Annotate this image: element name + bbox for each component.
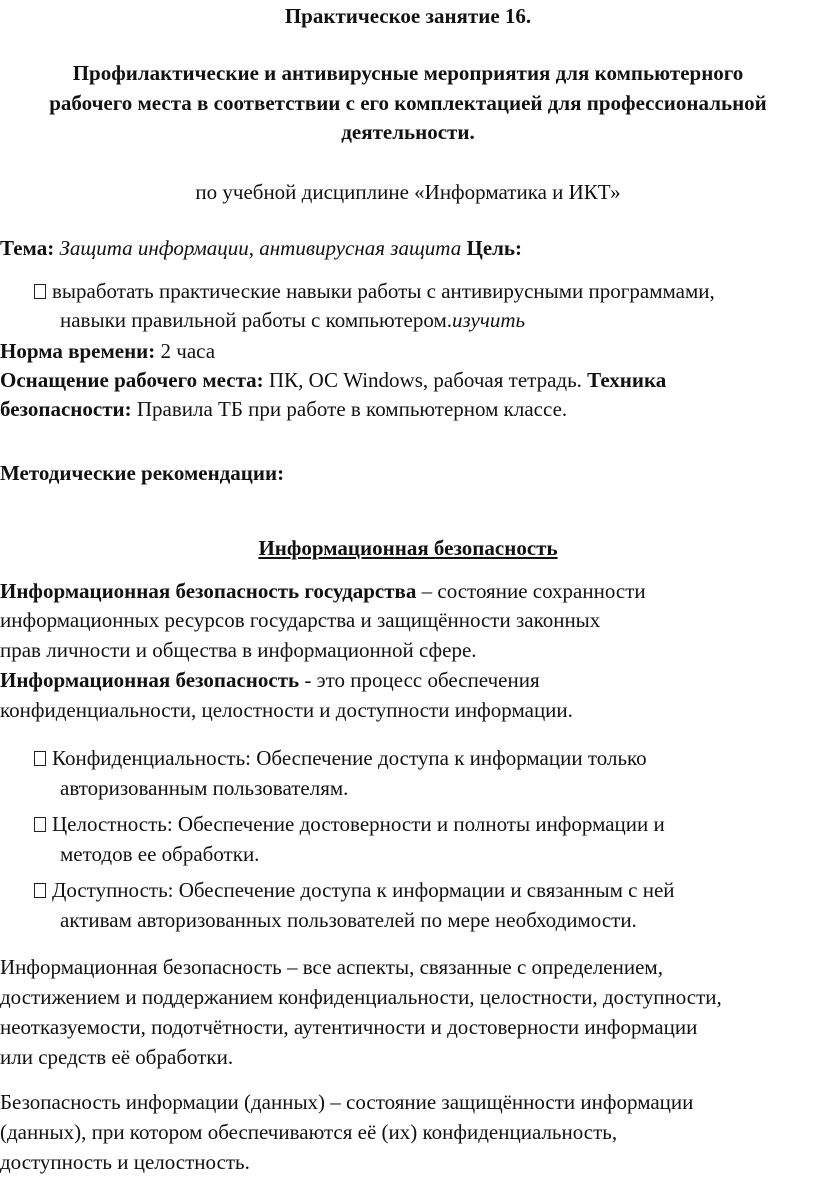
para1-line: или средств её обработки. xyxy=(0,1045,234,1069)
def1-term: Информационная безопасность государства xyxy=(0,579,417,603)
goal-text-2: навыки правильной работы с компьютером. xyxy=(60,308,452,332)
safety-label-1: Техника xyxy=(587,368,667,392)
goal-line-2 xyxy=(60,308,525,333)
bullet-continuation: активам авторизованных пользователей по мере необходимости. xyxy=(60,908,637,932)
goal-text-1: выработать практические навыки работы с антивирусными программами, xyxy=(52,279,715,303)
checkbox-bullet-icon xyxy=(34,284,46,299)
time-value: 2 часа xyxy=(160,339,216,363)
bullet-continuation: авторизованным пользователям. xyxy=(60,776,349,800)
para1-line: Информационная безопасность – все аспекты, связанные с определением, xyxy=(0,955,663,979)
time-label: Норма времени: xyxy=(0,339,156,363)
subtitle-line-1: Профилактические и антивирусные мероприятия для компьютерного xyxy=(72,61,744,85)
def1-line-1 xyxy=(0,579,646,604)
safety-label-2: безопасности: xyxy=(0,397,132,421)
topic-row xyxy=(0,236,522,261)
bullet-continuation: методов ее обработки. xyxy=(60,842,260,866)
page-title: Практическое занятие 16. xyxy=(284,4,532,28)
topic-label: Тема: xyxy=(0,236,55,260)
bullet-item xyxy=(34,878,675,903)
def2-line-2: конфиденциальности, целостности и доступности информации. xyxy=(0,698,573,722)
para1-line: достижением и поддержанием конфиденциальности, целостности, доступности, xyxy=(0,985,722,1009)
bullet-item xyxy=(34,746,647,771)
equipment-value: ПК, ОС Windows, рабочая тетрадь. xyxy=(268,368,582,392)
def2-term: Информационная безопасность xyxy=(0,668,300,692)
para2-line: (данных), при котором обеспечиваются её (их) конфиденциальность, xyxy=(0,1120,618,1144)
def1-line-3: прав личности и общества в информационной сфере. xyxy=(0,638,477,662)
equipment-row xyxy=(0,368,666,393)
subtitle-line-3: деятельности. xyxy=(341,120,475,144)
subtitle-line-2: рабочего места в соответствии с его комплектацией для профессиональной xyxy=(49,91,767,115)
def2-line-1 xyxy=(0,668,540,693)
checkbox-bullet-icon xyxy=(34,751,46,766)
bullet-text: Целостность: Обеспечение достоверности и полноты информации и xyxy=(52,812,665,836)
bullet-text: Конфиденциальность: Обеспечение доступа к информации только xyxy=(52,746,647,770)
para2-line: Безопасность информации (данных) – состояние защищённости информации xyxy=(0,1090,694,1114)
para1-line: неотказуемости, подотчётности, аутентичности и достоверности информации xyxy=(0,1015,698,1039)
def2-rest: - это процесс обеспечения xyxy=(299,668,540,692)
checkbox-bullet-icon xyxy=(34,883,46,898)
safety-value: Правила ТБ при работе в компьютерном классе. xyxy=(136,397,568,421)
goal-line-1 xyxy=(34,279,715,304)
topic-value: Защита информации, антивирусная защита xyxy=(59,236,462,260)
bullet-text: Доступность: Обеспечение доступа к информации и связанным с ней xyxy=(52,878,675,902)
def1-line-2: информационных ресурсов государства и защищённости законных xyxy=(0,608,601,632)
goal-text-2-italic: изучить xyxy=(452,308,526,332)
section-title: Информационная безопасность xyxy=(258,536,558,560)
time-row xyxy=(0,339,215,364)
checkbox-bullet-icon xyxy=(34,817,46,832)
para2-line: доступность и целостность. xyxy=(0,1150,250,1174)
safety-row xyxy=(0,397,567,422)
goal-label: Цель: xyxy=(466,236,523,260)
def1-rest: – состояние сохранности xyxy=(416,579,646,603)
discipline-line: по учебной дисциплине «Информатика и ИКТ» xyxy=(195,180,621,204)
bullet-item xyxy=(34,812,665,837)
methodical-heading: Методические рекомендации: xyxy=(0,461,285,485)
equipment-label: Оснащение рабочего места: xyxy=(0,368,264,392)
